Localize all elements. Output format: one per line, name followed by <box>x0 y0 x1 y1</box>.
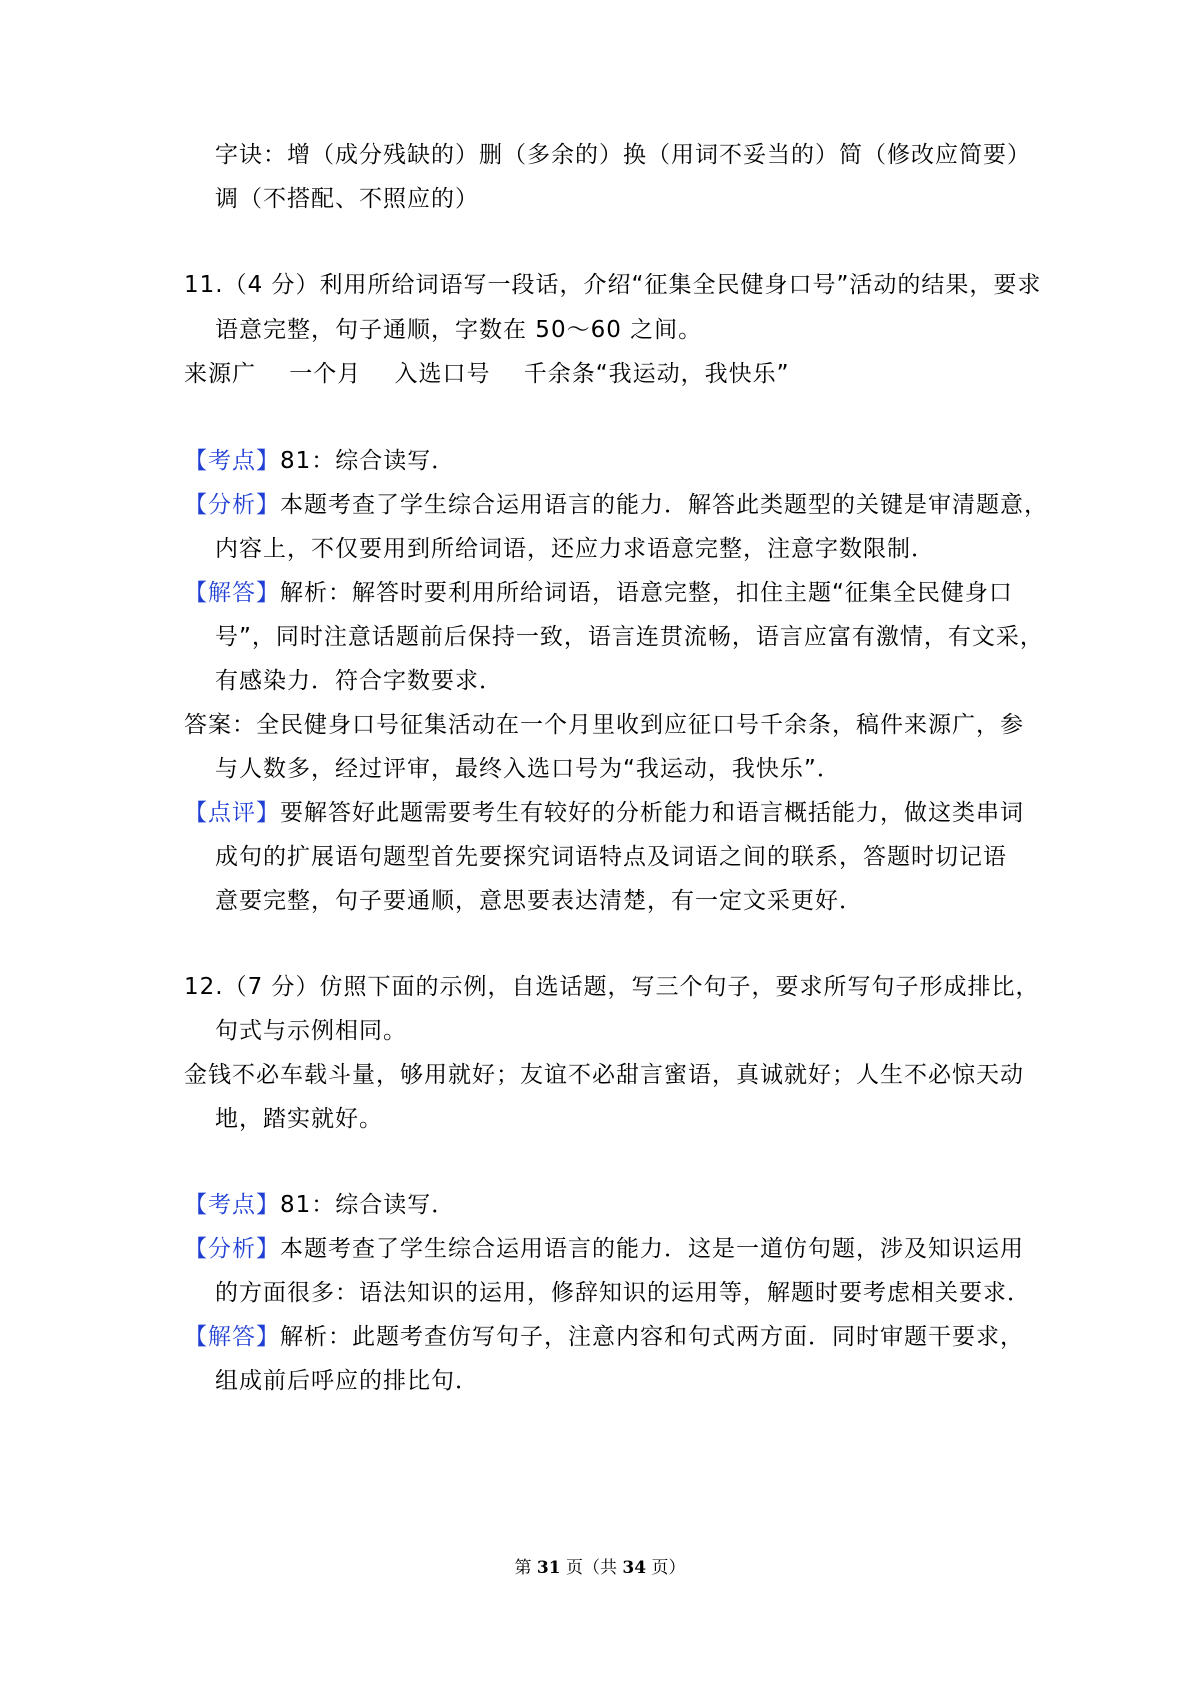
q11-stem-line-2: 语意完整，句子通顺，字数在 50～60 之间。 <box>215 317 703 343</box>
jieda-tag: 【解答】 <box>184 580 280 606</box>
jieda-text: 解析：此题考查仿写句子，注意内容和句式两方面．同时审题干要求， <box>280 1324 1024 1350</box>
q12-example-line-2: 地，踏实就好。 <box>215 1106 383 1132</box>
kaodian-tag: 【考点】 <box>184 448 280 474</box>
q11-dianping-line-3: 意要完整，句子要通顺，意思要表达清楚，有一定文采更好． <box>215 888 863 914</box>
fenxi-tag: 【分析】 <box>184 492 280 518</box>
q11-given-words: 来源广 一个月 入选口号 千余条“我运动，我快乐” <box>184 361 790 387</box>
jieda-text: 解析：解答时要利用所给词语，语意完整，扣住主题“征集全民健身口 <box>280 580 1013 606</box>
q11-kaodian <box>184 446 455 476</box>
footer-total-pages: 34 <box>622 1558 647 1578</box>
kaodian-tag: 【考点】 <box>184 1192 280 1218</box>
q12-stem-line-2: 句式与示例相同。 <box>215 1018 407 1044</box>
q11-fenxi-line-2: 内容上，不仅要用到所给词语，还应力求语意完整，注意字数限制． <box>215 536 935 562</box>
q11-jieda-line-1 <box>184 578 1013 608</box>
fragment-line-2: 调（不搭配、不照应的） <box>215 186 479 212</box>
q11-fenxi-line-1 <box>184 490 1048 520</box>
q12-fenxi-line-1 <box>184 1234 1024 1264</box>
footer-page-number: 31 <box>536 1558 561 1578</box>
q12-fenxi-line-2: 的方面很多：语法知识的运用，修辞知识的运用等，解题时要考虑相关要求． <box>215 1280 1031 1306</box>
dianping-tag: 【点评】 <box>184 800 280 826</box>
q12-jieda-line-2: 组成前后呼应的排比句． <box>215 1368 479 1394</box>
fenxi-tag: 【分析】 <box>184 1236 280 1262</box>
q12-stem-line-1: 12.（7 分）仿照下面的示例，自选话题，写三个句子，要求所写句子形成排比， <box>184 974 1040 1000</box>
q11-answer-line-2: 与人数多，经过评审，最终入选口号为“我运动，我快乐”． <box>215 756 841 782</box>
jieda-tag: 【解答】 <box>184 1324 280 1350</box>
q11-dianping-line-2: 成句的扩展语句题型首先要探究词语特点及词语之间的联系，答题时切记语 <box>215 844 1007 870</box>
fragment-line-1: 字诀：增（成分残缺的）删（多余的）换（用词不妥当的）简（修改应简要） <box>215 142 1031 168</box>
q11-jieda-line-3: 有感染力．符合字数要求． <box>215 668 503 694</box>
q11-answer-line-1: 答案：全民健身口号征集活动在一个月里收到应征口号千余条，稿件来源广，参 <box>184 712 1024 738</box>
fenxi-text: 本题考查了学生综合运用语言的能力．解答此类题型的关键是审清题意， <box>280 492 1048 518</box>
q11-stem-line-1: 11.（4 分）利用所给词语写一段话，介绍“征集全民健身口号”活动的结果，要求 <box>184 272 1042 298</box>
q11-jieda-line-2: 号”，同时注意话题前后保持一致，语言连贯流畅，语言应富有激情，有文采， <box>215 624 1044 650</box>
footer-suffix: 页） <box>646 1558 686 1578</box>
kaodian-text: 81：综合读写． <box>280 448 456 474</box>
dianping-text: 要解答好此题需要考生有较好的分析能力和语言概括能力，做这类串词 <box>280 800 1024 826</box>
page-footer <box>0 1556 1200 1580</box>
kaodian-text: 81：综合读写． <box>280 1192 456 1218</box>
q12-kaodian <box>184 1190 455 1220</box>
q12-jieda-line-1 <box>184 1322 1024 1352</box>
footer-middle: 页（共 <box>560 1558 623 1578</box>
footer-prefix: 第 <box>514 1558 537 1578</box>
q12-example-line-1: 金钱不必车载斗量，够用就好；友谊不必甜言蜜语，真诚就好；人生不必惊天动 <box>184 1062 1024 1088</box>
q11-dianping-line-1 <box>184 798 1024 828</box>
fenxi-text: 本题考查了学生综合运用语言的能力．这是一道仿句题，涉及知识运用 <box>280 1236 1024 1262</box>
